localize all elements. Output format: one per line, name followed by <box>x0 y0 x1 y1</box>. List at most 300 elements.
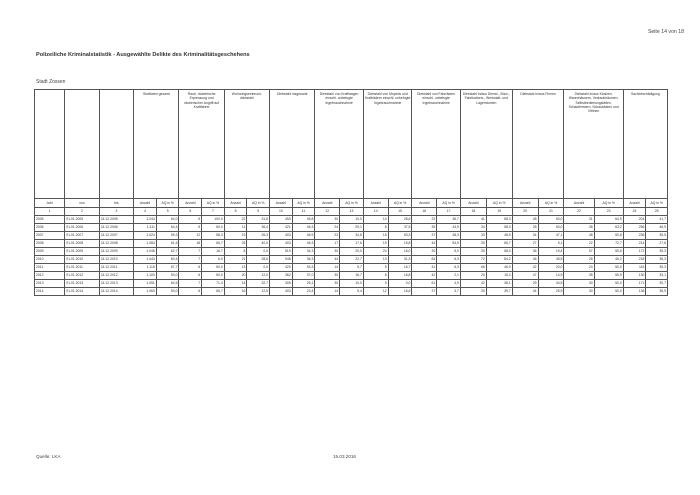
value-cell: 31 <box>564 216 594 224</box>
value-cell: 55,9 <box>594 272 623 280</box>
column-number: 1 <box>35 208 65 216</box>
document-subtitle: Stadt Zossen <box>36 79 66 85</box>
value-cell: 30,7 <box>646 280 668 288</box>
value-cell: 16,7 <box>340 272 364 280</box>
sub-header-count: Anzahl <box>134 199 157 208</box>
value-cell: 100,0 <box>202 216 225 224</box>
value-cell: 28,6 <box>247 256 270 264</box>
column-number: 25 <box>646 208 668 216</box>
value-cell: 12 <box>363 288 388 296</box>
value-cell: 71,4 <box>202 280 225 288</box>
value-cell: 15,8 <box>388 240 412 248</box>
column-number: 3 <box>99 208 134 216</box>
value-cell: 30 <box>564 280 594 288</box>
value-cell: 1.244 <box>134 216 157 224</box>
value-cell: 41,7 <box>646 216 668 224</box>
sub-header-count: Anzahl <box>224 199 247 208</box>
value-cell: 42 <box>460 280 486 288</box>
column-number: 6 <box>179 208 202 216</box>
lead-header-from: von <box>65 199 100 208</box>
value-cell: 84,2 <box>486 256 512 264</box>
value-cell: 41 <box>412 264 437 272</box>
lead-blank-1 <box>35 90 65 199</box>
date-cell: 01.01.2010 <box>65 256 100 264</box>
value-cell: 60,0 <box>202 224 225 232</box>
column-number-row <box>35 208 668 216</box>
value-cell: 6,3 <box>437 256 461 264</box>
value-cell: 115 <box>623 264 646 272</box>
value-cell: 46,3 <box>292 224 315 232</box>
group-header: Diebstahl insgesamt <box>270 90 315 199</box>
date-cell: 31.12.2009 <box>99 248 134 256</box>
value-cell: 64 <box>412 256 437 264</box>
column-number: 7 <box>202 208 225 216</box>
value-cell: 2,1 <box>437 272 461 280</box>
lead-header-year: Jahr <box>35 199 65 208</box>
value-cell: 15 <box>363 232 388 240</box>
table-row <box>35 216 668 224</box>
value-cell: 218 <box>623 256 646 264</box>
value-cell: 34,3 <box>292 248 315 256</box>
sub-header-count: Anzahl <box>270 199 293 208</box>
value-cell: 35,3 <box>646 264 668 272</box>
value-cell: 50,0 <box>202 272 225 280</box>
value-cell: 37,5 <box>388 224 412 232</box>
value-cell: 14 <box>363 216 388 224</box>
date-cell: 01.01.2006 <box>65 224 100 232</box>
value-cell: 41 <box>460 216 486 224</box>
column-number: 13 <box>340 208 364 216</box>
value-cell: 16 <box>224 288 247 296</box>
value-cell: 5 <box>179 224 202 232</box>
value-cell: 236 <box>623 232 646 240</box>
value-cell: 3 <box>363 280 388 288</box>
value-cell: 66 <box>460 264 486 272</box>
sub-header-aq: AQ in % <box>437 199 461 208</box>
value-cell: 45,5 <box>538 256 564 264</box>
value-cell: 45,8 <box>292 216 315 224</box>
value-cell: 1.024 <box>134 232 157 240</box>
value-cell: 32,7 <box>247 280 270 288</box>
value-cell: 5 <box>179 216 202 224</box>
source-note: Quelle: LKA <box>36 454 61 459</box>
print-date: 15.03.2016 <box>333 454 356 459</box>
value-cell: 64,5 <box>594 216 623 224</box>
value-cell: 44 <box>315 256 340 264</box>
value-cell: 36,3 <box>646 256 668 264</box>
sub-header-aq: AQ in % <box>202 199 225 208</box>
value-cell: 19,4 <box>538 248 564 256</box>
value-cell: 60,4 <box>156 256 179 264</box>
value-cell: 450 <box>270 216 293 224</box>
sub-header-aq: AQ in % <box>486 199 512 208</box>
value-cell: 72 <box>460 256 486 264</box>
value-cell: 48 <box>512 216 538 224</box>
value-cell: 420 <box>270 264 293 272</box>
value-cell: 0,0 <box>247 248 270 256</box>
value-cell: 66,7 <box>486 240 512 248</box>
sub-header-count: Anzahl <box>512 199 538 208</box>
value-cell: 37 <box>412 288 437 296</box>
value-cell: 17,6 <box>340 240 364 248</box>
value-cell: 22 <box>224 216 247 224</box>
value-cell: 8 <box>363 272 388 280</box>
document-title: Polizeiliche Kriminalstatistik - Ausgewählte Delikte des Kriminalitätsgeschehens <box>36 52 250 58</box>
value-cell: 54,5 <box>437 240 461 248</box>
value-cell: 204 <box>623 216 646 224</box>
value-cell: 5,4 <box>340 288 364 296</box>
value-cell: 25,9 <box>538 288 564 296</box>
value-cell: 29,1 <box>340 224 364 232</box>
value-cell: 23,4 <box>292 288 315 296</box>
value-cell: 5,7 <box>340 264 364 272</box>
value-cell: 16,7 <box>388 264 412 272</box>
lead-blank-3 <box>99 90 134 199</box>
date-cell: 31.12.2010 <box>99 256 134 264</box>
group-header-row <box>35 90 668 199</box>
value-cell: 46,9 <box>292 232 315 240</box>
value-cell: 50,0 <box>594 288 623 296</box>
value-cell: 24 <box>564 264 594 272</box>
column-number: 4 <box>134 208 157 216</box>
date-cell: 31.12.2006 <box>99 224 134 232</box>
date-cell: 31.12.2014 <box>99 288 134 296</box>
value-cell: 36,4 <box>247 224 270 232</box>
value-cell: 1.443 <box>134 256 157 264</box>
year-cell: 2012 <box>35 272 65 280</box>
group-header: Diebstahl von Mopeds und Krafträdern einschl. unbefugte Ingebrauchnahme <box>363 90 412 199</box>
year-cell: 2014 <box>35 288 65 296</box>
value-cell: 31,8 <box>247 216 270 224</box>
value-cell: 11 <box>224 224 247 232</box>
value-cell: 61,6 <box>156 240 179 248</box>
value-cell: 50,8 <box>594 232 623 240</box>
table-row <box>35 240 668 248</box>
value-cell: 47,1 <box>538 232 564 240</box>
sub-header-aq: AQ in % <box>538 199 564 208</box>
value-cell: 53,0 <box>156 272 179 280</box>
date-cell: 01.01.2008 <box>65 240 100 248</box>
column-number: 10 <box>270 208 293 216</box>
value-cell: 7 <box>179 248 202 256</box>
table-row <box>35 248 668 256</box>
value-cell: 23 <box>315 232 340 240</box>
value-cell: 50,0 <box>594 280 623 288</box>
value-cell: 44,9 <box>437 224 461 232</box>
value-cell: 27,6 <box>646 240 668 248</box>
value-cell: 48,3 <box>437 232 461 240</box>
column-number: 2 <box>65 208 100 216</box>
value-cell: 30 <box>315 280 340 288</box>
value-cell: 44 <box>512 288 538 296</box>
lead-blank-2 <box>65 90 100 199</box>
sub-header-aq: AQ in % <box>247 199 270 208</box>
value-cell: 30 <box>315 248 340 256</box>
value-cell: 57 <box>564 248 594 256</box>
table-row <box>35 224 668 232</box>
year-cell: 2010 <box>35 256 65 264</box>
value-cell: 20,0 <box>340 248 364 256</box>
value-cell: 403 <box>270 232 293 240</box>
column-number: 23 <box>594 208 623 216</box>
value-cell: 58,0 <box>486 248 512 256</box>
sub-header-aq: AQ in % <box>388 199 412 208</box>
date-cell: 31.12.2013 <box>99 280 134 288</box>
value-cell: 37,0 <box>292 272 315 280</box>
group-header: Diebstahl in/aus Kiosken, Warenhäusern, Verkaufsräumen, Selbstbedienungsläden, Schaufenstern, Schaukästen und Vitrinen <box>564 90 623 199</box>
value-cell: 42 <box>412 272 437 280</box>
value-cell: 14,9 <box>538 272 564 280</box>
date-cell: 01.01.2009 <box>65 248 100 256</box>
value-cell: 50,0 <box>538 216 564 224</box>
value-cell: 6,0 <box>202 256 225 264</box>
value-cell: 18 <box>179 240 202 248</box>
value-cell: 1.084 <box>134 240 157 248</box>
value-cell: 3,7 <box>437 288 461 296</box>
value-cell: 36,7 <box>437 216 461 224</box>
date-cell: 31.12.2008 <box>99 240 134 248</box>
value-cell: 53,3 <box>292 264 315 272</box>
table-row <box>35 232 668 240</box>
value-cell: 20 <box>224 272 247 280</box>
value-cell: 403 <box>270 240 293 248</box>
value-cell: 305 <box>270 280 293 288</box>
value-cell: 30 <box>315 216 340 224</box>
group-header: Diebstahl in/aus Firmen <box>512 90 564 199</box>
date-cell: 01.01.2005 <box>65 216 100 224</box>
value-cell: 403 <box>270 288 293 296</box>
sub-header-aq: AQ in % <box>292 199 315 208</box>
value-cell: 1.060 <box>134 288 157 296</box>
value-cell: 64,4 <box>156 224 179 232</box>
value-cell: 39 <box>412 224 437 232</box>
value-cell: 30 <box>460 248 486 256</box>
value-cell: 15,4 <box>486 272 512 280</box>
page-number: Seite 14 von 18 <box>647 29 684 35</box>
value-cell: 7 <box>179 280 202 288</box>
value-cell: 14 <box>315 264 340 272</box>
value-cell: 35,5 <box>646 232 668 240</box>
table-row <box>35 288 668 296</box>
value-cell: 63,2 <box>594 224 623 232</box>
column-number: 14 <box>363 208 388 216</box>
value-cell: 12,0 <box>247 272 270 280</box>
value-cell: 6 <box>179 272 202 280</box>
value-cell: 421 <box>270 224 293 232</box>
value-cell: 25 <box>224 240 247 248</box>
value-cell: 50,0 <box>538 224 564 232</box>
value-cell: 519 <box>270 248 293 256</box>
value-cell: 172 <box>623 248 646 256</box>
value-cell: 47 <box>512 272 538 280</box>
value-cell: 36 <box>512 248 538 256</box>
value-cell: 46,0 <box>486 264 512 272</box>
value-cell: 136 <box>623 288 646 296</box>
value-cell: 19 <box>224 232 247 240</box>
value-cell: 6 <box>179 288 202 296</box>
column-number: 20 <box>512 208 538 216</box>
value-cell: 17 <box>315 240 340 248</box>
value-cell: 38 <box>564 224 594 232</box>
value-cell: 6,3 <box>437 264 461 272</box>
value-cell: 8 <box>363 224 388 232</box>
value-cell: 1.116 <box>134 264 157 272</box>
value-cell: 0,0 <box>247 264 270 272</box>
value-cell: 28,6 <box>388 216 412 224</box>
value-cell: 7 <box>179 256 202 264</box>
value-cell: 48,5 <box>486 232 512 240</box>
value-cell: 24 <box>363 248 388 256</box>
value-cell: 1.311 <box>134 224 157 232</box>
value-cell: 130 <box>623 272 646 280</box>
sub-header-count: Anzahl <box>460 199 486 208</box>
value-cell: 22 <box>412 216 437 224</box>
year-cell: 2013 <box>35 280 65 288</box>
value-cell: 1.100 <box>134 272 157 280</box>
value-cell: 10,0 <box>340 216 364 224</box>
group-header: Diebstahl von Fahrrädern einschl. unbefugte Ingebrauchnahme <box>412 90 461 199</box>
value-cell: 44 <box>412 240 437 248</box>
value-cell: 62,7 <box>156 248 179 256</box>
value-cell: 6 <box>179 264 202 272</box>
value-cell: 34 <box>460 224 486 232</box>
date-cell: 01.01.2007 <box>65 232 100 240</box>
sub-header-count: Anzahl <box>564 199 594 208</box>
value-cell: 14 <box>224 280 247 288</box>
value-cell: 27 <box>512 240 538 248</box>
value-cell: 34,8 <box>340 232 364 240</box>
column-number: 12 <box>315 208 340 216</box>
value-cell: 16,0 <box>388 248 412 256</box>
year-cell: 2008 <box>35 240 65 248</box>
table-row <box>35 280 668 288</box>
table-row <box>35 272 668 280</box>
value-cell: 546 <box>270 256 293 264</box>
table-row <box>35 264 668 272</box>
value-cell: 22,7 <box>340 256 364 264</box>
value-cell: 59,3 <box>156 232 179 240</box>
value-cell: 46,9 <box>646 224 668 232</box>
value-cell: 42 <box>512 264 538 272</box>
value-cell: 33 <box>460 232 486 240</box>
value-cell: 1.046 <box>134 248 157 256</box>
column-number: 24 <box>623 208 646 216</box>
value-cell: 30 <box>315 272 340 280</box>
value-cell: 36,9 <box>646 288 668 296</box>
column-number: 5 <box>156 208 179 216</box>
value-cell: 16,8 <box>388 272 412 280</box>
value-cell: 16,6 <box>388 288 412 296</box>
value-cell: 362 <box>270 272 293 280</box>
sub-header-count: Anzahl <box>315 199 340 208</box>
sub-header-count: Anzahl <box>412 199 437 208</box>
value-cell: 48 <box>564 232 594 240</box>
value-cell: 24 <box>315 224 340 232</box>
value-cell: 171 <box>623 280 646 288</box>
value-cell: 14 <box>315 288 340 296</box>
value-cell: 58,3 <box>486 224 512 232</box>
sub-header-aq: AQ in % <box>340 199 364 208</box>
value-cell: 72,7 <box>594 240 623 248</box>
date-cell: 31.12.2005 <box>99 216 134 224</box>
value-cell: 35 <box>564 272 594 280</box>
date-cell: 01.01.2011 <box>65 264 100 272</box>
value-cell: 12,5 <box>247 288 270 296</box>
value-cell: 5 <box>363 264 388 272</box>
value-cell: 55,6 <box>594 248 623 256</box>
group-header: Diebstahl in/aus Dienst-, Büro-, Fabrikations-, Werkstatt- und Lagerräumen <box>460 90 512 199</box>
year-cell: 2011 <box>35 264 65 272</box>
value-cell: 26,3 <box>247 232 270 240</box>
value-cell: 34 <box>512 232 538 240</box>
value-cell: 46,3 <box>292 240 315 248</box>
value-cell: 256 <box>623 224 646 232</box>
sub-header-aq: AQ in % <box>156 199 179 208</box>
lead-header-to: bis <box>99 199 134 208</box>
column-number: 8 <box>224 208 247 216</box>
value-cell: 66,7 <box>202 288 225 296</box>
value-cell: 13 <box>224 264 247 272</box>
value-cell: 35,3 <box>646 248 668 256</box>
table-body <box>35 216 668 296</box>
column-number: 19 <box>486 208 512 216</box>
value-cell: 28 <box>512 224 538 232</box>
value-cell: 20 <box>460 272 486 280</box>
value-cell: 4,9 <box>437 280 461 288</box>
column-number: 16 <box>412 208 437 216</box>
value-cell: 16,7 <box>202 248 225 256</box>
value-cell: 53,0 <box>156 288 179 296</box>
value-cell: 37 <box>412 232 437 240</box>
crime-statistics-table <box>34 89 668 296</box>
column-number: 18 <box>460 208 486 216</box>
value-cell: 0,0 <box>388 280 412 288</box>
value-cell: 22 <box>564 240 594 248</box>
date-cell: 01.01.2012 <box>65 272 100 280</box>
sub-header-count: Anzahl <box>363 199 388 208</box>
value-cell: 10,0 <box>340 280 364 288</box>
column-number: 11 <box>292 208 315 216</box>
group-header: Diebstahl von Kraftwagen einschl. unbefugte Ingebrauchnahme <box>315 90 364 199</box>
value-cell: 40,0 <box>247 240 270 248</box>
sub-header-count: Anzahl <box>623 199 646 208</box>
value-cell: 66,7 <box>202 240 225 248</box>
value-cell: 31,3 <box>388 256 412 264</box>
table-row <box>35 256 668 264</box>
value-cell: 5,1 <box>538 240 564 248</box>
date-cell: 31.12.2007 <box>99 232 134 240</box>
value-cell: 34,5 <box>538 280 564 288</box>
value-cell: 1.051 <box>134 280 157 288</box>
value-cell: 53,3 <box>388 232 412 240</box>
column-number: 21 <box>538 208 564 216</box>
value-cell: 21 <box>224 256 247 264</box>
value-cell: 38,1 <box>486 280 512 288</box>
value-cell: 46,2 <box>594 256 623 264</box>
date-cell: 01.01.2014 <box>65 288 100 296</box>
year-cell: 2009 <box>35 248 65 256</box>
value-cell: 36,3 <box>292 256 315 264</box>
value-cell: 67,7 <box>156 264 179 272</box>
year-cell: 2005 <box>35 216 65 224</box>
column-number: 15 <box>388 208 412 216</box>
value-cell: 28 <box>564 256 594 264</box>
date-cell: 31.12.2012 <box>99 272 134 280</box>
value-cell: 8 <box>224 248 247 256</box>
value-cell: 50,0 <box>594 264 623 272</box>
year-cell: 2006 <box>35 224 65 232</box>
column-number: 9 <box>247 208 270 216</box>
